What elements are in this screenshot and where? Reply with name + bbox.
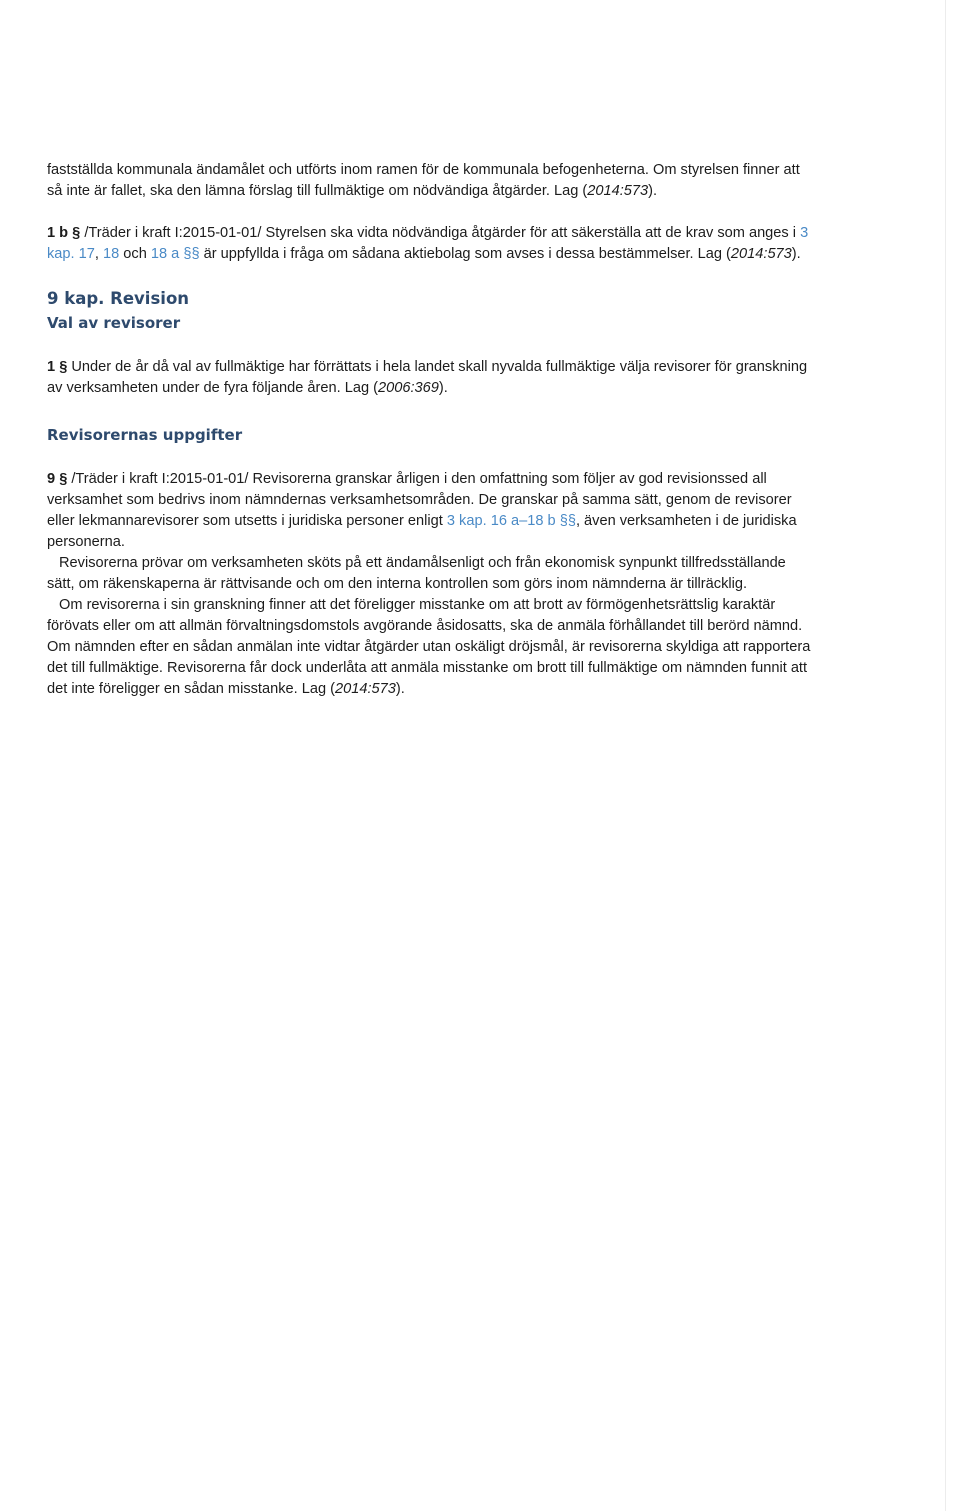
document-body <box>47 160 817 700</box>
lag-reference: 2006:369 <box>378 380 439 396</box>
section-number: 1 b <box>47 225 69 241</box>
section-9-paragraph-3: Om revisorerna i sin granskning finner att det föreligger misstanke om att brott av förmögenhetsrättslig karaktär förövats eller om att allmän förvaltningsdomstols avgörande åsidosatts, ska de anmäla förhållandet till berörd nämnd. Om nämnden efter en sådan anmälan inte vidtar åtgärder utan oskäligt dröjsmål, är revisorerna skyldiga att rapportera det till fullmäktige. Revisorerna får dock underlåta att anmäla misstanke om brott till fullmäktige om nämnden funnit att det inte föreligger en sådan misstanke. Lag (2014:573). <box>47 597 811 697</box>
section-sign: § <box>59 359 68 375</box>
section-1: 1 § Under de år då val av fullmäktige har förrättats i hela landet skall nyvalda fullmäktige välja revisorer för granskning av verksamheten under de fyra följande åren. Lag (2006:369). <box>47 359 808 396</box>
section-1b: 1 b § /Träder i kraft I:2015-01-01/ Styrelsen ska vidta nödvändiga åtgärder för att säkerställa att de krav som anges i 3 kap. 17, 18 och 18 a §§ är uppfyllda i fråga om sådana aktiebolag som avses i dessa bestämmelser. Lag (2014:573). <box>47 225 809 262</box>
page-edge <box>945 0 946 1511</box>
link-3-kap[interactable]: 3 kap. <box>47 225 809 262</box>
section-number: 1 <box>47 359 56 375</box>
section-9-paragraph-2: Revisorerna prövar om verksamheten sköts på ett ändamålsenligt och från ekonomisk synpunkt tillfredsställande sätt, om räkenskaperna är rättvisande och om den interna kontrollen som görs inom nämnderna är tillräcklig. <box>47 555 786 592</box>
lag-reference: 2014:573 <box>587 183 649 199</box>
intro-text: fastställda kommunala ändamålet och utförts inom ramen för de kommunala befogenheterna. Om styrelsen finner att så inte är fallet, ska den lämna förslag till fullmäktige om nödvändiga åtgärder. Lag ( <box>47 162 800 199</box>
section-text: Om revisorerna i sin granskning finner att det föreligger misstanke om att brott av förmögenhetsrättslig karaktär förövats eller om att allmän förvaltningsdomstols avgörande åsidosatts, ska de anmäla förhållandet till berörd nämnd. Om nämnden efter en sådan anmälan inte vidtar åtgärder utan oskäligt dröjsmål, är revisorerna skyldiga att rapportera det till fullmäktige. Revisorerna får dock underlåta att anmäla misstanke om brott till fullmäktige om nämnden funnit att det inte föreligger en sådan misstanke. Lag ( <box>47 597 811 697</box>
chapter-heading: 9 kap. Revision <box>47 289 190 308</box>
section-sign: § <box>72 225 81 241</box>
section-9 <box>47 469 817 553</box>
section-text: är uppfyllda i fråga om sådana aktiebolag som avses i dessa bestämmelser. Lag ( <box>199 246 731 262</box>
lag-reference: 2014:573 <box>730 246 792 262</box>
link-3-kap[interactable]: 3 kap. <box>446 513 487 529</box>
intro-end: ). <box>648 183 658 199</box>
section-sign: § <box>59 471 68 487</box>
lag-reference: 2014:573 <box>335 681 396 697</box>
intro-paragraph <box>47 160 817 202</box>
section-number: 9 <box>47 471 56 487</box>
link-17[interactable]: 17 <box>78 246 95 262</box>
subheading-val-av-revisorer: Val av revisorer <box>47 314 181 332</box>
subheading-revisorernas-uppgifter: Revisorernas uppgifter <box>47 426 243 444</box>
section-text: /Träder i kraft I:2015-01-01/ Styrelsen ska vidta nödvändiga åtgärder för att säkerställa att de krav som anges i <box>80 225 801 241</box>
link-18[interactable]: 18 <box>103 246 120 262</box>
link-16a-18b[interactable]: 16 a–18 b <box>490 513 556 529</box>
section-text: Under de år då val av fullmäktige har förrättats i hela landet skall nyvalda fullmäktige välja revisorer för granskning av verksamheten under de fyra följande åren. Lag ( <box>47 359 808 396</box>
section-text: , även verksamheten i de juridiska personerna. <box>47 513 797 550</box>
link-section-signs[interactable]: §§ <box>183 246 200 262</box>
link-18a[interactable]: 18 a <box>150 246 180 262</box>
section-text: /Träder i kraft I:2015-01-01/ Revisorerna granskar årligen i den omfattning som följer av god revisionssed all verksamhet som bedrivs inom nämndernas verksamhetsområden. De granskar på samma sätt, genom de revisorer eller lekmannarevisorer som utsetts i juridiska personer enligt <box>47 471 792 529</box>
link-section-signs[interactable]: §§ <box>559 513 576 529</box>
